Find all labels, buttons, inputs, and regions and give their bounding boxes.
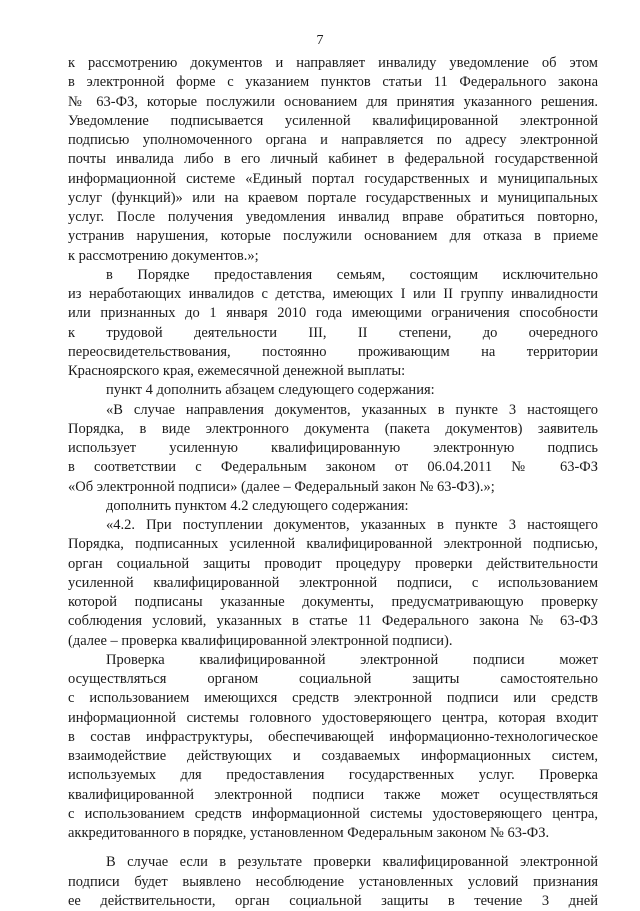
text-line: осуществляться органом социальной защиты самостоятельно — [68, 671, 598, 687]
text-line: к трудовой деятельности III, II степени, до очередного — [68, 324, 598, 341]
paragraph — [68, 381, 598, 400]
text-line: В случае если в результате проверки квалифицированной электронной — [106, 854, 598, 871]
text-line: в электронной форме с указанием пунктов статьи 11 Федерального закона — [68, 74, 598, 91]
paragraph — [68, 266, 598, 382]
text-line: ее действительности, орган социальной защиты в течение 3 дней — [68, 892, 598, 909]
paragraph — [68, 651, 598, 844]
paragraph — [68, 516, 598, 651]
paragraph — [68, 497, 598, 516]
text-line: в состав инфраструктуры, обеспечивающей информационно-технологическое — [68, 728, 598, 745]
document-body — [68, 54, 598, 911]
text-line: используемых для предоставления государственных услуг. Проверка — [68, 767, 598, 784]
text-line: устранив нарушения, которые послужили основанием для отказа в приеме — [68, 228, 598, 245]
text-line: квалифицированной электронной подписи также может осуществляться — [68, 786, 598, 803]
text-line: дополнить пунктом 4.2 следующего содержания: — [106, 497, 409, 514]
text-line: № 63-ФЗ, которые послужили основанием для принятия указанного решения. — [68, 93, 598, 110]
text-line: усиленной квалифицированной электронной подписи, с использованием — [68, 574, 598, 591]
text-line: «Об электронной подписи» (далее – Федеральный закон № 63-ФЗ).»; — [68, 478, 495, 495]
text-line: Красноярского края, ежемесячной денежной выплаты: — [68, 363, 406, 379]
text-line: к рассмотрению документов.»; — [68, 247, 259, 264]
text-line: «В случае направления документов, указанных в пункте 3 настоящего — [106, 401, 598, 418]
paragraph — [68, 401, 598, 497]
text-line: аккредитованного в порядке, установленном Федеральным законом № 63-ФЗ. — [68, 825, 550, 841]
text-line: в соответствии с Федеральным законом от 06.04.2011 № 63-ФЗ — [68, 459, 598, 476]
text-line: использует усиленную квалифицированную электронную подпись — [68, 440, 598, 456]
text-line: информационной системы головного удостоверяющего центра, которая входит — [68, 709, 598, 726]
paragraph — [68, 853, 598, 911]
text-line: услуг (функций)» или на краевом портале государственных и муниципальных — [68, 189, 598, 206]
text-line: из неработающих инвалидов с детства, имеющих I или II группу инвалидности — [68, 286, 598, 302]
text-line: Порядка, подписанных усиленной квалифицированной электронной подписью, — [68, 536, 598, 553]
text-line: с использованием средств информационной системы удостоверяющего центра, — [68, 805, 598, 822]
text-line: переосвидетельствования, постоянно проживающим на территории — [68, 343, 598, 360]
text-line: (далее – проверка квалифицированной электронной подписи). — [68, 632, 453, 649]
text-line: Порядка, в виде электронного документа (пакета документов) заявитель — [68, 420, 598, 437]
text-line: Уведомление подписывается усиленной квалифицированной электронной — [68, 112, 598, 129]
text-line: или признанных до 1 января 2010 года имеющими ограничения способности — [68, 305, 598, 322]
text-line: соблюдения условий, указанных в статье 11 Федерального закона № 63-ФЗ — [68, 613, 598, 630]
text-line: услуг. После получения уведомления инвалид вправе обратиться повторно, — [68, 209, 598, 225]
text-line: подписи будет выявлено несоблюдение установленных условий признания — [68, 873, 598, 890]
text-line: Проверка квалифицированной электронной подписи может — [106, 651, 598, 668]
text-line: взаимодействие действующих и создаваемых информационных систем, — [68, 748, 598, 764]
text-line: в Порядке предоставления семьям, состоящим исключительно — [106, 266, 598, 283]
text-line: информационной системе «Единый портал государственных и муниципальных — [68, 170, 598, 187]
text-line: которой подписаны указанные документы, предусматривающую проверку — [68, 594, 598, 610]
text-line: орган социальной защиты проводит процедуру проверки действительности — [68, 555, 598, 572]
text-line: «4.2. При поступлении документов, указанных в пункте 3 настоящего — [106, 517, 598, 533]
paragraph — [68, 54, 598, 266]
text-line: почты инвалида либо в его личный кабинет в федеральной государственной — [68, 151, 598, 168]
text-line: подписью уполномоченного органа и направляется по адресу электронной — [68, 132, 598, 148]
text-line: пункт 4 дополнить абзацем следующего содержания: — [106, 382, 435, 399]
page-number: 7 — [316, 33, 324, 48]
text-line: с использованием имеющихся средств электронной подписи или средств — [68, 690, 598, 707]
text-line: к рассмотрению документов и направляет инвалиду уведомление об этом — [68, 55, 598, 71]
